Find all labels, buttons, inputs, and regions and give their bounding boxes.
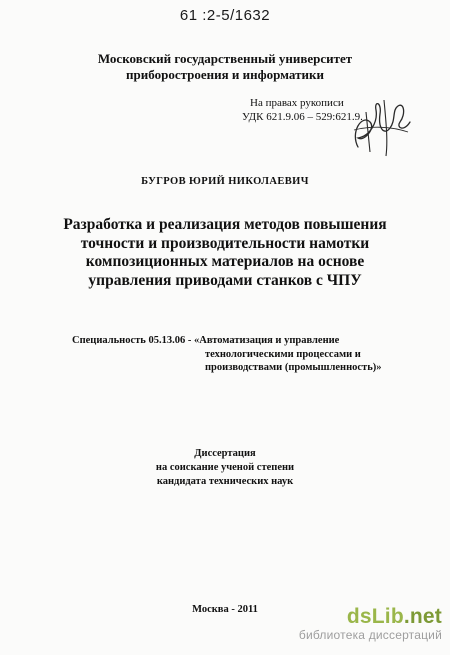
university-line-2: приборостроения и информатики: [126, 67, 324, 82]
specialty-line-2: технологическими процессами и: [205, 348, 361, 360]
degree-statement: [0, 447, 450, 489]
specialty-block: [72, 334, 382, 375]
udk-code: УДК 621.9.06 – 529:621.9.: [242, 111, 363, 123]
author-name: БУГРОВ ЮРИЙ НИКОЛАЕВИЧ: [141, 176, 309, 187]
university-line-1: Московский государственный университет: [97, 51, 353, 66]
specialty-line-3: производствами (промышленность)»: [205, 362, 382, 373]
title-line-3: композиционных материалов на основе: [85, 253, 365, 270]
specialty-label: Специальность 05.13.06 -: [72, 335, 192, 346]
watermark-brand-domain: .net: [403, 605, 442, 628]
rights-line: На правах рукописи: [250, 97, 344, 109]
dslib-watermark: [272, 606, 442, 646]
degree-line-2: на соискание ученой степени: [155, 462, 295, 473]
title-line-2: точности и производительности намотки: [80, 234, 370, 252]
archive-code: 61 :2-5/1632: [179, 7, 271, 24]
title-line-1: Разработка и реализация методов повышения: [63, 216, 387, 233]
watermark-brand-main: dsLib: [346, 605, 404, 628]
watermark-subtitle: библиотека диссертаций: [298, 628, 442, 642]
degree-line-1: Диссертация: [194, 448, 256, 459]
dissertation-title: [15, 216, 435, 290]
title-line-4: управления приводами станков с ЧПУ: [88, 271, 362, 289]
degree-line-3: кандидата технических наук: [156, 476, 294, 487]
specialty-line-1: «Автоматизация и управление: [193, 335, 340, 346]
handwritten-signature: [340, 92, 420, 162]
watermark-brand: [272, 606, 442, 628]
city-year: Москва - 2011: [192, 604, 258, 615]
university-name: [60, 51, 390, 83]
